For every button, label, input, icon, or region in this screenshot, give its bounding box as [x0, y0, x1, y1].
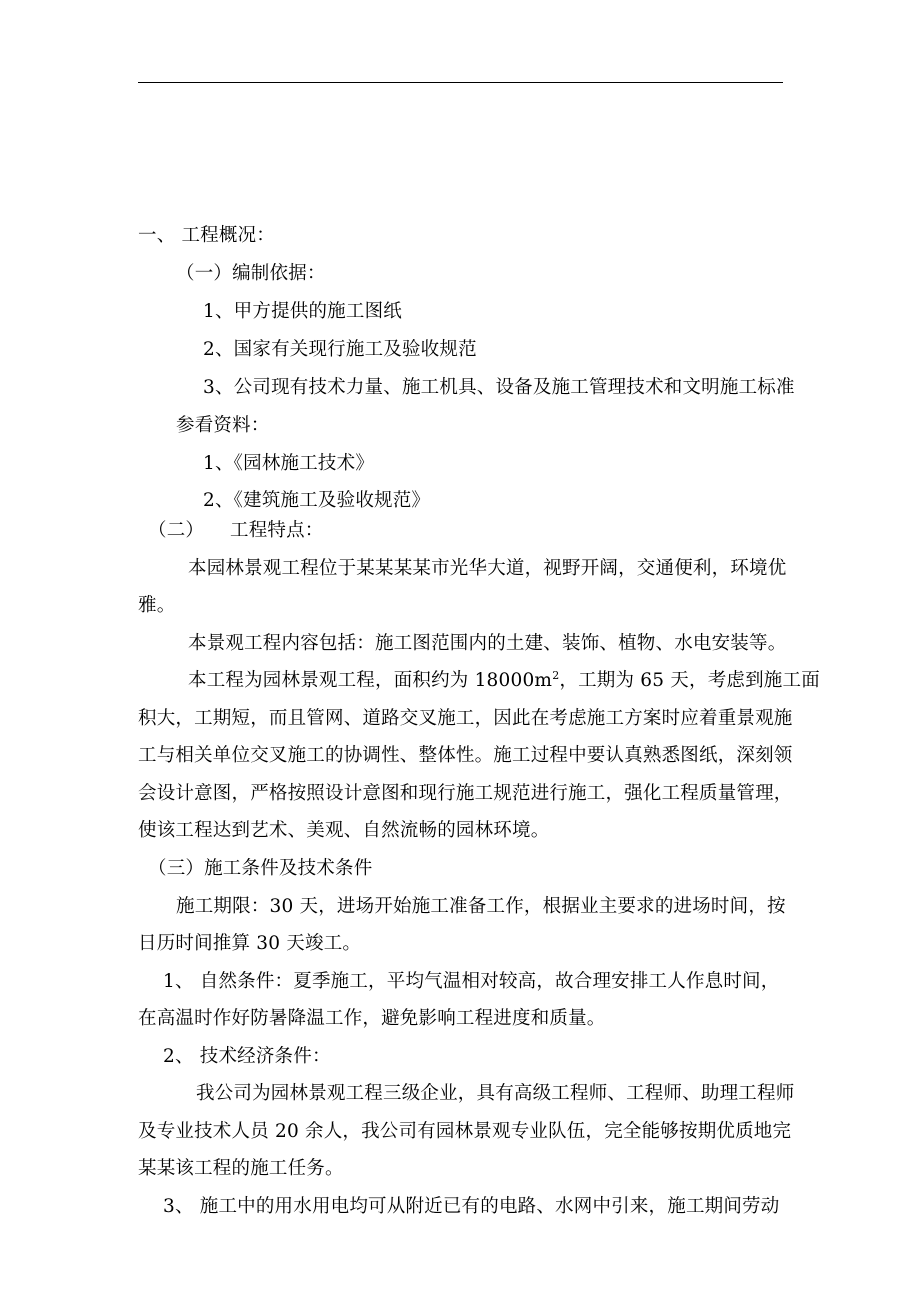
tech-economic-line-3: 某某该工程的施工任务。 [138, 1158, 344, 1179]
features-heading-text: 工程特点： [230, 520, 324, 541]
basis-item-3: 3、公司现有技术力量、施工机具、设备及施工管理技术和文明施工标准 [203, 377, 795, 398]
period-line-1: 施工期限：30 天，进场开始施工准备工作，根据业主要求的进场时间，按 [176, 896, 786, 917]
header-rule [138, 82, 783, 83]
tech-economic-heading: 2、 技术经济条件： [163, 1046, 331, 1067]
basis-item-1: 1、甲方提供的施工图纸 [203, 301, 402, 322]
features-heading-number: （二） [148, 520, 205, 541]
features-paragraph-2: 本景观工程内容包括：施工图范围内的土建、装饰、植物、水电安装等。 [188, 633, 787, 654]
natural-conditions-line-2: 在高温时作好防暑降温工作，避免影响工程进度和质量。 [138, 1008, 606, 1029]
period-line-2: 日历时间推算 30 天竣工。 [138, 933, 362, 954]
section-title: 一、 工程概况： [138, 225, 275, 246]
features-paragraph-1-line-2: 雅。 [138, 595, 176, 616]
references-label: 参看资料： [176, 415, 270, 436]
reference-item-2: 2、《建筑施工及验收规范》 [203, 490, 431, 511]
features-paragraph-1-line-1: 本园林景观工程位于某某某某市光华大道，视野开阔，交通便利，环境优 [188, 558, 787, 579]
features-paragraph-3-line-5: 使该工程达到艺术、美观、自然流畅的园林环境。 [138, 820, 550, 841]
basis-heading: （一）编制依据： [176, 263, 326, 284]
features-paragraph-3-line-1: 本工程为园林景观工程，面积约为 $18000m^2$，工期为 65 天，考虑到施工面 [188, 668, 820, 691]
tech-economic-line-1: 我公司为园林景观工程三级企业，具有高级工程师、工程师、助理工程师 [196, 1083, 795, 1104]
reference-item-1: 1、《园林施工技术》 [203, 453, 375, 474]
natural-conditions-line-1: 1、 自然条件：夏季施工，平均气温相对较高，故合理安排工人作息时间， [163, 971, 780, 992]
tech-economic-line-2: 及专业技术人员 20 余人，我公司有园林景观专业队伍，完全能够按期优质地完 [138, 1121, 792, 1142]
basis-item-2: 2、国家有关现行施工及验收规范 [203, 339, 477, 360]
utilities-line-1: 3、 施工中的用水用电均可从附近已有的电路、水网中引来，施工期间劳动 [163, 1196, 780, 1217]
features-paragraph-3-line-2: 积大，工期短，而且管网、道路交叉施工，因此在考虑施工方案时应着重景观施 [138, 708, 793, 729]
features-paragraph-3-line-4: 会设计意图，严格按照设计意图和现行施工规范进行施工，强化工程质量管理， [138, 783, 793, 804]
features-paragraph-3-line-3: 工与相关单位交叉施工的协调性、整体性。施工过程中要认真熟悉图纸，深刻领 [138, 745, 793, 766]
conditions-heading: （三）施工条件及技术条件 [148, 858, 373, 879]
